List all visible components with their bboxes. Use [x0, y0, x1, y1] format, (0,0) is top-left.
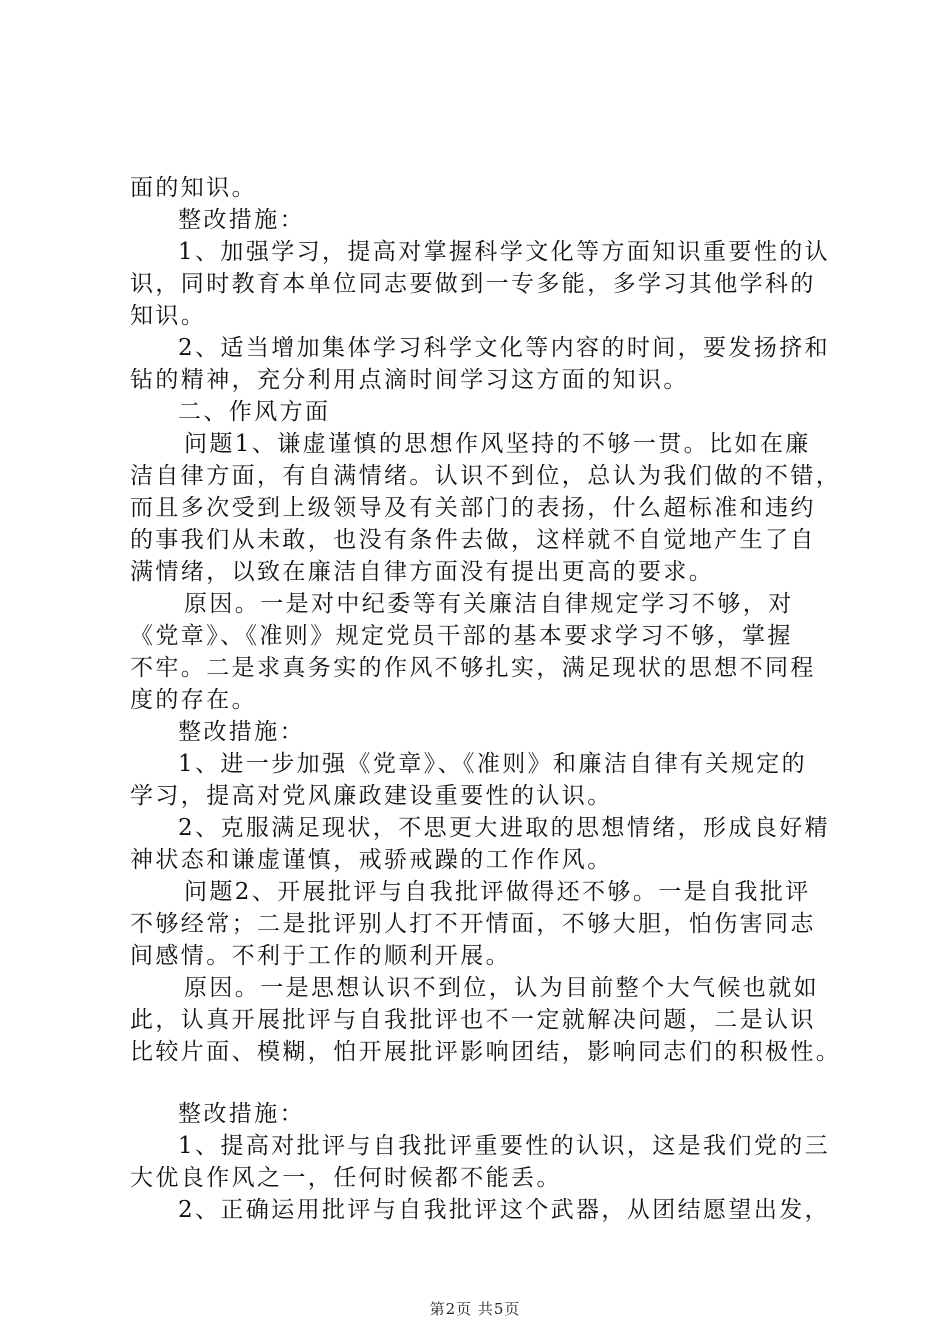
text-line: 学习，提高对党风廉政建设重要性的认识。 — [130, 783, 613, 809]
heading-rectification: 整改措施： — [178, 719, 305, 745]
text-line: 比较片面、模糊，怕开展批评影响团结，影响同志们的积极性。 — [130, 1039, 842, 1065]
text-line: 1、加强学习，提高对掌握科学文化等方面知识重要性的认 — [178, 239, 831, 265]
text-line: 度的存在。 — [130, 687, 257, 713]
section-heading: 二、作风方面 — [178, 399, 331, 425]
text-line: 原因。一是对中纪委等有关廉洁自律规定学习不够，对 — [184, 591, 794, 617]
text-line: 不够经常；二是批评别人打不开情面，不够大胆，怕伤害同志 — [130, 911, 816, 937]
text-line: 2、适当增加集体学习科学文化等内容的时间，要发扬挤和 — [178, 335, 831, 361]
text-line: 而且多次受到上级领导及有关部门的表扬，什么超标准和违约 — [130, 495, 816, 521]
text-line: 不牢。二是求真务实的作风不够扎实，满足现状的思想不同程 — [130, 655, 816, 681]
text-line: 2、正确运用批评与自我批评这个武器，从团结愿望出发， — [178, 1197, 831, 1223]
text-line: 大优良作风之一，任何时候都不能丢。 — [130, 1165, 562, 1191]
paragraph-gap — [130, 1068, 850, 1098]
text-line: 1、进一步加强《党章》、《准则》和廉洁自律有关规定的 — [178, 751, 808, 777]
text-line: 的事我们从未敢，也没有条件去做，这样就不自觉地产生了自 — [130, 527, 816, 553]
text-line: 知识。 — [130, 303, 207, 329]
text-line: 《党章》、《准则》规定党员干部的基本要求学习不够，掌握 — [130, 623, 793, 649]
text-line: 原因。一是思想认识不到位，认为目前整个大气候也就如 — [184, 975, 819, 1001]
text-line: 满情绪，以致在廉洁自律方面没有提出更高的要求。 — [130, 559, 715, 585]
document-body — [130, 172, 850, 1226]
text-line: 2、克服满足现状，不思更大进取的思想情绪，形成良好精 — [178, 815, 831, 841]
text-line: 面的知识。 — [130, 175, 257, 201]
text-line: 钻的精神，充分利用点滴时间学习这方面的知识。 — [130, 367, 689, 393]
text-line: 此，认真开展批评与自我批评也不一定就解决问题，二是认识 — [130, 1007, 816, 1033]
heading-rectification: 整改措施： — [178, 207, 305, 233]
text-line: 间感情。不利于工作的顺利开展。 — [130, 943, 511, 969]
text-line: 神状态和谦虚谨慎，戒骄戒躁的工作作风。 — [130, 847, 613, 873]
text-line: 问题2、开展批评与自我批评做得还不够。一是自我批评 — [184, 879, 811, 905]
text-line: 问题1、谦虚谨慎的思想作风坚持的不够一贯。比如在廉 — [184, 431, 811, 457]
heading-rectification: 整改措施： — [178, 1101, 305, 1127]
page-footer — [0, 1298, 950, 1319]
text-line: 识，同时教育本单位同志要做到一专多能，多学习其他学科的 — [130, 271, 816, 297]
text-line: 1、提高对批评与自我批评重要性的认识，这是我们党的三 — [178, 1133, 831, 1159]
text-line: 洁自律方面，有自满情绪。认识不到位，总认为我们做的不错， — [130, 463, 842, 489]
page-number-label: 第2页 共5页 — [429, 1300, 521, 1318]
